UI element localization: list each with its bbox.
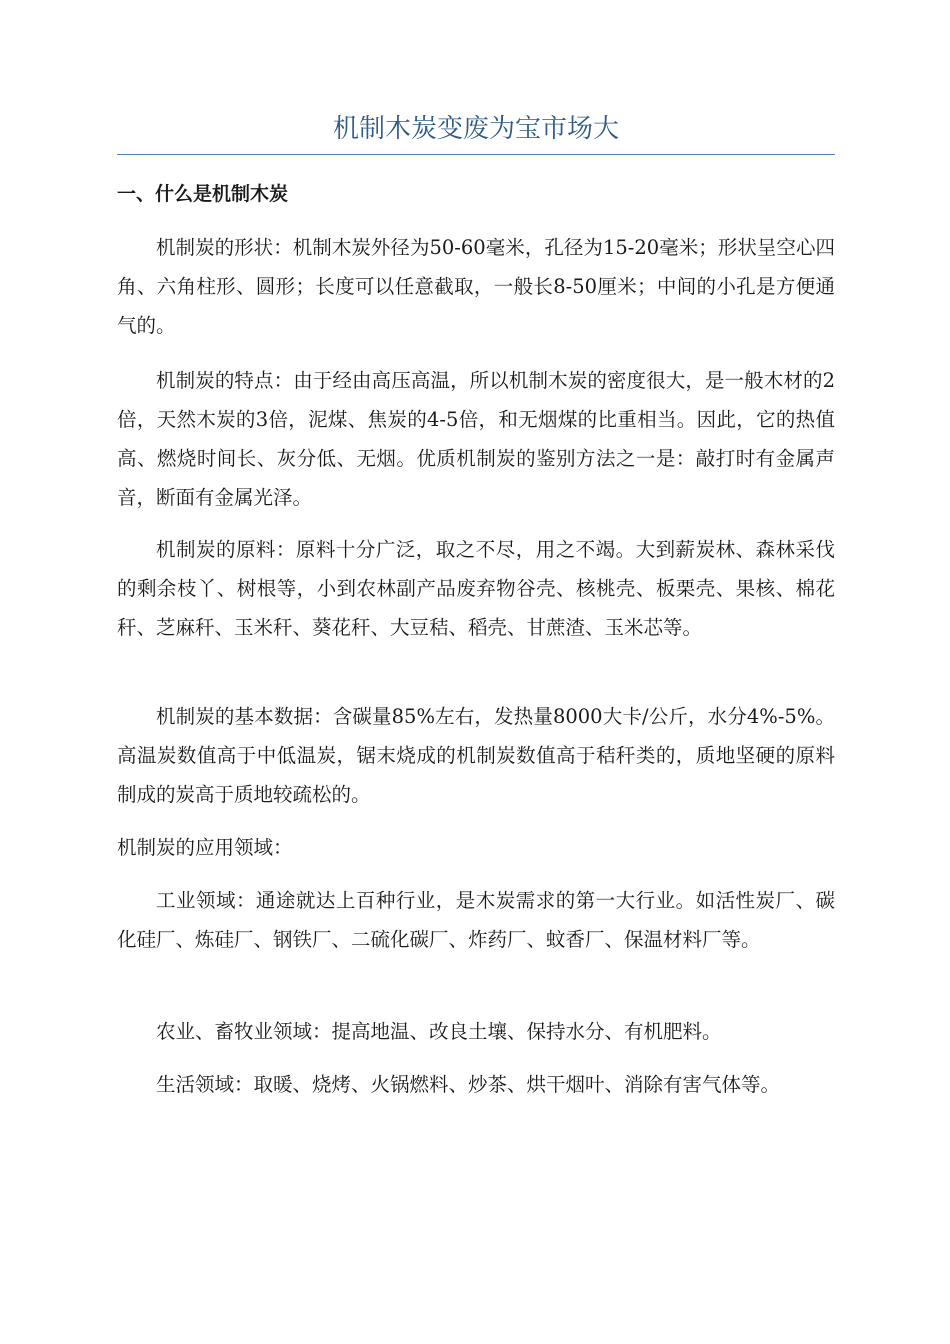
paragraph-features: 机制炭的特点：由于经由高压高温，所以机制木炭的密度很大，是一般木材的2倍，天然木炭的3倍，泥煤、焦炭的4-5倍，和无烟煤的比重相当。因此，它的热值高、燃烧时间长、灰分低、无烟。优质机制炭的鉴别方法之一是：敲打时有金属声音，断面有金属光泽。: [117, 369, 835, 509]
paragraph-materials: 机制炭的原料：原料十分广泛，取之不尽，用之不竭。大到薪炭林、森林采伐的剩余枝丫、树根等，小到农林副产品废弃物谷壳、核桃壳、板栗壳、果核、棉花秆、芝麻秆、玉米秆、葵花秆、大豆秸、稻壳、甘蔗渣、玉米芯等。: [117, 538, 835, 639]
paragraph-daily-life: 生活领域：取暖、烧烤、火锅燃料、炒茶、烘干烟叶、消除有害气体等。: [156, 1073, 781, 1096]
section-heading: 一、什么是机制木炭: [117, 183, 289, 205]
title-underline: [117, 154, 835, 155]
paragraph-applications-label: 机制炭的应用领域：: [117, 836, 293, 859]
paragraph-basic-data: 机制炭的基本数据：含碳量85%左右，发热量8000大卡/公斤，水分4%-5%。高温炭数值高于中低温炭，锯末烧成的机制炭数值高于秸秆类的，质地坚硬的原料制成的炭高于质地较疏松的。: [117, 705, 835, 806]
paragraph-shape: 机制炭的形状：机制木炭外径为50-60毫米，孔径为15-20毫米；形状呈空心四角、六角柱形、圆形；长度可以任意截取，一般长8-50厘米；中间的小孔是方便通气的。: [117, 236, 835, 337]
paragraph-industrial: 工业领域：通途就达上百种行业，是木炭需求的第一大行业。如活性炭厂、碳化硅厂、炼硅厂、钢铁厂、二硫化碳厂、炸药厂、蚊香厂、保温材料厂等。: [117, 889, 835, 951]
document-title: 机制木炭变废为宝市场大: [332, 114, 619, 144]
paragraph-agriculture: 农业、畜牧业领域：提高地温、改良土壤、保持水分、有机肥料。: [156, 1020, 722, 1043]
document-page: [117, 0, 835, 1344]
